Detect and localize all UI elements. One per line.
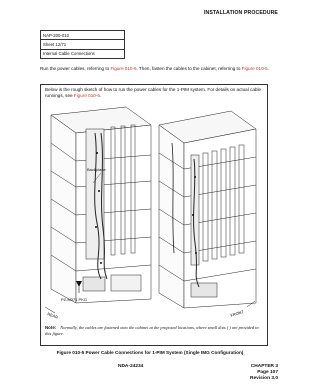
ref-procedure-id: NAP-200-010: [41, 31, 125, 40]
figure-box: [40, 84, 268, 346]
label-front: FRONT: [229, 308, 245, 318]
footer-chapter: CHAPTER 3: [250, 364, 278, 369]
rear-cabinet-drawing: [51, 107, 151, 303]
footer-document-id: NDA-24234: [118, 364, 144, 369]
intro-text-3: .: [267, 66, 269, 71]
footer-page: Page 107: [257, 370, 278, 375]
note-label: Note:: [45, 325, 57, 330]
intro-paragraph: [40, 66, 285, 72]
intro-text-1: Run the power cables, referring to: [40, 66, 111, 71]
reference-table: [40, 30, 125, 59]
figure-caption: Figure 010-5 Power Cable Connections for 1-PIM System (Single IMG Configuration): [56, 350, 244, 355]
figure-description: [45, 87, 265, 99]
footer-page-info: [250, 364, 278, 382]
note-text: Normally, the cables are fastened onto the cabinet at the proposed locations, where small dots ( ) are provided in this figure.: [45, 325, 259, 336]
figure-link-010-5[interactable]: Figure 010-5: [241, 66, 268, 71]
footer-revision: Revision 3.0: [250, 376, 278, 381]
label-pz-m371: PZ-M371 PKG: [61, 297, 88, 302]
ref-sheet: Sheet 12/71: [41, 40, 125, 49]
label-backplane: Backplane: [87, 167, 106, 172]
figure-desc-link[interactable]: Figure 010-6: [73, 93, 100, 98]
figure-link-010-6[interactable]: Figure 010-6: [110, 66, 137, 71]
cabinet-sketch: [41, 103, 269, 323]
figure-note: [45, 325, 265, 336]
page-header-title: INSTALLATION PROCEDURE: [203, 10, 278, 16]
ref-section: Internal Cable Connections: [41, 49, 125, 58]
figure-desc-end: .: [99, 93, 102, 98]
label-rear: REAR: [46, 311, 59, 320]
intro-text-2: . Then, fasten the cables to the cabinet, referring to: [136, 66, 242, 71]
front-cabinet-drawing: [159, 111, 256, 308]
figure-desc-text: Below is the rough sketch of how to run the power cables for the 1-PIM system. For details on actual cable runnings, see: [45, 87, 262, 98]
